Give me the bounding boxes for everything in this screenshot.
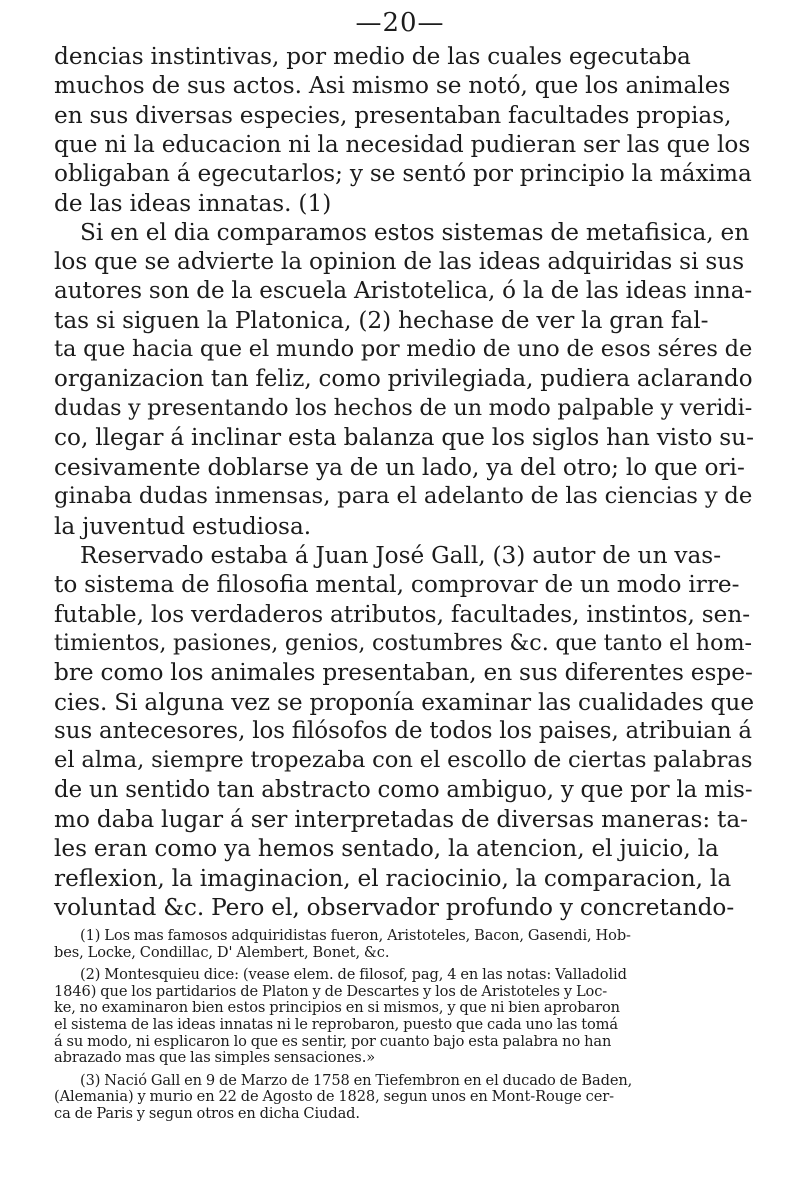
footnote-line: ke, no examinaron bien estos principios en si mismos, y que ni bien aprobaron xyxy=(54,999,620,1017)
footnote-line: bes, Locke, Condillac, D' Alembert, Bonet, &c. xyxy=(54,943,390,961)
footnote-line: abrazado mas que las simples sensaciones.» xyxy=(54,1049,376,1067)
text-line: de las ideas innatas. (1) xyxy=(54,189,332,217)
text-line: de un sentido tan abstracto como ambiguo, y que por la mis- xyxy=(54,776,753,803)
footnote-line: (Alemania) y murio en 22 de Agosto de 1828, segun unos en Mont-Rouge cer- xyxy=(54,1088,614,1106)
text-line: los que se advierte la opinion de las ideas adquiridas si sus xyxy=(54,248,745,276)
footnote-line: el sistema de las ideas innatas ni le reprobaron, puesto que cada uno las tomá xyxy=(54,1015,619,1033)
paragraph-3 xyxy=(54,541,756,922)
footnote-line: (2) Montesquieu dice: (vease elem. de filosof, pag, 4 en las notas: Valladolid xyxy=(80,966,627,984)
text-line: cesivamente doblarse ya de un lado, ya del otro; lo que ori- xyxy=(54,453,745,481)
footnote-line: (1) Los mas famosos adquiridistas fueron, Aristoteles, Bacon, Gasendi, Hob- xyxy=(80,927,631,944)
text-line: mo daba lugar á ser interpretadas de diversas maneras: ta- xyxy=(54,805,749,833)
text-line: sus antecesores, los filósofos de todos los paises, atribuian á xyxy=(54,717,753,744)
text-line: autores son de la escuela Aristotelica, ó la de las ideas inna- xyxy=(54,277,753,304)
footnotes xyxy=(54,928,756,1123)
footnote-line: 1846) que los partidarios de Platon y de Descartes y los de Aristoteles y Loc- xyxy=(54,982,608,1000)
text-line: ginaba dudas inmensas, para el adelanto de las ciencias y de xyxy=(54,483,753,510)
text-line: cies. Si alguna vez se proponía examinar las cualidades que xyxy=(54,688,755,716)
text-line: bre como los animales presentaban, en sus diferentes espe- xyxy=(54,659,753,687)
text-line: futable, los verdaderos atributos, facultades, instintos, sen- xyxy=(54,600,751,628)
paragraph-1 xyxy=(54,42,756,218)
text-line: to sistema de filosofia mental, comprovar de un modo irre- xyxy=(54,571,740,599)
text-line: obligaban á egecutarlos; y se sentó por principio la máxima xyxy=(54,160,752,188)
text-line: que ni la educacion ni la necesidad pudieran ser las que los xyxy=(54,131,751,159)
text-line: Si en el dia comparamos estos sistemas de metafisica, en xyxy=(80,219,750,247)
main-text xyxy=(54,42,756,922)
text-line: les eran como ya hemos sentado, la atencion, el juicio, la xyxy=(54,835,719,863)
footnote-1 xyxy=(54,928,756,961)
text-line: tas si siguen la Platonica, (2) hechase de ver la gran fal- xyxy=(54,307,709,335)
text-line: en sus diversas especies, presentaban facultades propias, xyxy=(54,101,732,129)
text-line: el alma, siempre tropezaba con el escollo de ciertas palabras xyxy=(54,747,753,774)
paragraph-2 xyxy=(54,218,756,541)
text-line: la juventud estudiosa. xyxy=(54,512,312,540)
text-line: muchos de sus actos. Asi mismo se notó, que los animales xyxy=(54,72,731,100)
footnote-line: ca de Paris y segun otros en dicha Ciudad. xyxy=(54,1104,360,1122)
footnote-line: (3) Nació Gall en 9 de Marzo de 1758 en Tiefembron en el ducado de Baden, xyxy=(80,1071,633,1089)
text-line: organizacion tan feliz, como privilegiada, pudiera aclarando xyxy=(54,365,753,392)
text-line: co, llegar á inclinar esta balanza que los siglos han visto su- xyxy=(54,424,754,452)
text-line: dencias instintivas, por medio de las cuales egecutaba xyxy=(54,43,691,70)
text-line: ta que hacia que el mundo por medio de uno de esos séres de xyxy=(54,336,753,363)
footnote-2 xyxy=(54,967,756,1067)
footnote-line: á su modo, ni esplicaron lo que es sentir, por cuanto bajo esta palabra no han xyxy=(54,1032,612,1050)
page-number: —20— xyxy=(355,8,445,38)
footnote-3 xyxy=(54,1073,756,1123)
text-line: voluntad &c. Pero el, observador profundo y concretando- xyxy=(54,893,735,921)
text-line: Reservado estaba á Juan José Gall, (3) autor de un vas- xyxy=(80,541,722,569)
text-line: timientos, pasiones, genios, costumbres &c. que tanto el hom- xyxy=(54,629,753,656)
text-line: dudas y presentando los hechos de un modo palpable y veridi- xyxy=(54,395,753,422)
text-line: reflexion, la imaginacion, el raciocinio, la comparacion, la xyxy=(54,864,732,892)
